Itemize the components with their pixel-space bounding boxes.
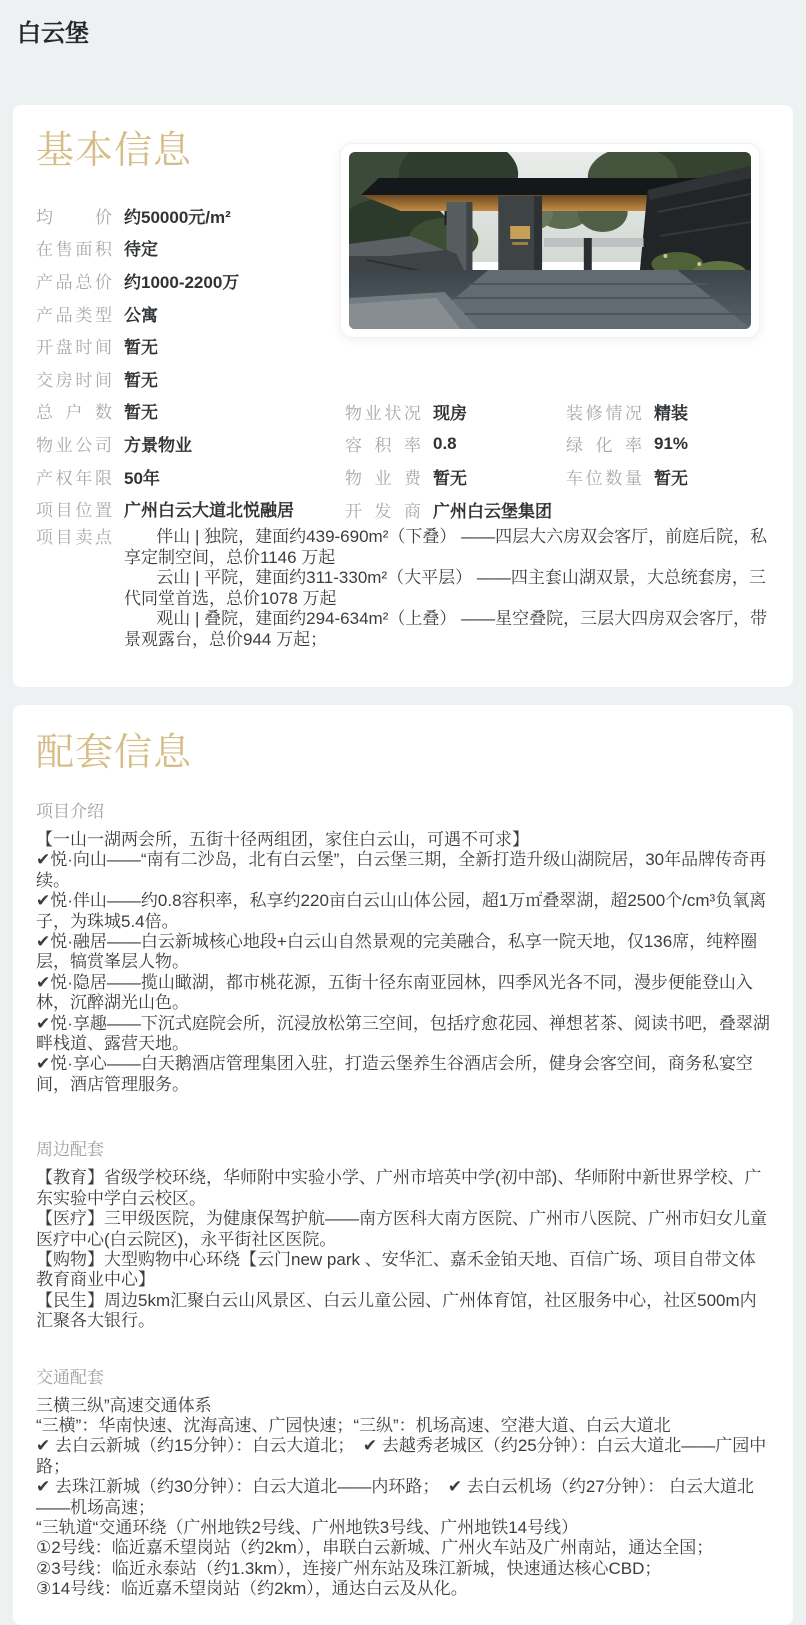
paragraph: ✔悦·隐居——揽山瞰湖，都市桃花源，五街十径东南亚园林，四季风光各不同，漫步便能登山入林，沉醉湖光山色。 [36, 972, 753, 1013]
kv-row-location [36, 492, 336, 525]
section-title-transport: 交通配套 [36, 1367, 104, 1387]
paragraph: 【一山一湖两会所，五街十径两组团，家住白云山，可遇不可求】 [36, 830, 529, 849]
surrounding-paragraphs [36, 1168, 772, 1331]
kv-label: 产权年限 [36, 468, 112, 488]
selling-points-label: 项目卖点 [36, 528, 112, 547]
kv-value: 现房 [433, 403, 467, 423]
kv-label: 开盘时间 [36, 338, 112, 358]
kv-row-decoration [566, 395, 781, 428]
basic-info-middle-column [345, 395, 570, 525]
basic-info-right-column [566, 395, 781, 493]
kv-label: 容积率 [345, 436, 421, 456]
paragraph: 【教育】省级学校环绕，华师附中实验小学、广州市培英中学(初中部)、华师附中新世界学校、广东实验中学白云校区。 [36, 1168, 762, 1208]
selling-points-row [36, 527, 781, 650]
section-transport [36, 1368, 770, 1600]
amenity-info-heading: 配套信息 [36, 732, 193, 774]
basic-info-card [13, 105, 793, 687]
kv-value: 约1000-2200万 [124, 272, 240, 292]
kv-row-on-sale-area [36, 232, 336, 265]
selling-point-paragraph: 伴山 | 独院，建面约439-690m²（下叠） ——四层大六房双会客厅，前庭后院，私享定制空间，总价1146 万起 [124, 527, 768, 567]
paragraph: 【民生】周边5km汇聚白云山风景区、白云儿童公园、广州体育馆，社区服务中心，社区500m内汇聚各大银行。 [36, 1290, 757, 1331]
kv-label: 交房时间 [36, 370, 112, 390]
kv-row-opening-time [36, 329, 336, 362]
kv-row-tenure [36, 460, 336, 493]
section-title-project-intro: 项目介绍 [36, 802, 104, 821]
paragraph: ✔ 去珠江新城（约30分钟）：白云大道北——内环路； ✔ 去白云机场（约27分钟）： 白云大道北——机场高速； [36, 1477, 754, 1517]
amenity-info-card [13, 705, 793, 1625]
selling-point-paragraph: 观山 | 叠院，建面约294-634m²（上叠） ——星空叠院，三层大四房双会客厅，带景观露台，总价944 万起； [124, 609, 768, 649]
basic-info-heading: 基本信息 [36, 130, 193, 172]
kv-value: 0.8 [433, 433, 457, 453]
kv-label: 物业费 [345, 468, 421, 488]
kv-label: 车位数量 [566, 468, 642, 488]
kv-label: 项目位置 [36, 501, 112, 521]
paragraph: ③14号线：临近嘉禾望岗站（约2km），通达白云及从化。 [36, 1579, 468, 1599]
kv-value: 公寓 [124, 305, 158, 325]
kv-row-total-price [36, 264, 336, 297]
property-photo[interactable] [340, 143, 760, 338]
kv-label: 均价 [36, 207, 112, 227]
kv-row-developer [345, 493, 570, 526]
paragraph: ✔悦·融居——白云新城核心地段+白云山自然景观的完美融合，私享一院天地，仅136席，纯粹圈层，犒赏峯层人物。 [36, 932, 758, 972]
paragraph: ①2号线：临近嘉禾望岗站（约2km），串联白云新城、广州火车站及广州南站，通达全国； [36, 1538, 714, 1558]
kv-row-property-status [345, 395, 570, 428]
kv-value: 暂无 [654, 468, 688, 488]
kv-row-product-type [36, 297, 336, 330]
kv-value: 广州白云堡集团 [433, 501, 552, 521]
selling-points-body [124, 527, 781, 650]
section-surrounding [36, 1140, 770, 1331]
kv-row-property-company [36, 427, 336, 460]
kv-value: 暂无 [433, 468, 467, 488]
paragraph: 【医疗】三甲级医院，为健康保驾护航——南方医科大南方医院、广州市八医院、广州市妇女儿童医疗中心(白云院区)，永平街社区医院。 [36, 1209, 767, 1249]
paragraph: ✔悦·伴山——约0.8容积率，私享约220亩白云山山体公园，超1万㎡叠翠湖，超2500个/cm³负氧离子，为珠城5.4倍。 [36, 891, 767, 931]
kv-label: 在售面积 [36, 240, 112, 260]
kv-label: 物业公司 [36, 435, 112, 455]
paragraph: “三轨道“交通环绕（广州地铁2号线、广州地铁3号线、广州地铁14号线） [36, 1517, 579, 1537]
paragraph: ②3号线：临近永泰站（约1.3km），连接广州东站及珠江新城，快速通达核心CBD； [36, 1558, 662, 1578]
selling-point-paragraph: 云山 | 平院，建面约311-330m²（大平层） ——四主套山湖双景，大总统套房，三代同堂首选，总价1078 万起 [124, 568, 766, 608]
kv-value: 广州白云大道北悦融居 [124, 501, 294, 521]
kv-row-property-fee [345, 460, 570, 493]
kv-row-avg-price [36, 199, 336, 232]
kv-value: 暂无 [124, 403, 158, 423]
kv-row-delivery-time [36, 362, 336, 395]
paragraph: 三横三纵”高速交通体系 [36, 1395, 212, 1415]
page-title: 白云堡 [17, 20, 89, 47]
kv-row-total-households [36, 395, 336, 428]
kv-label: 产品类型 [36, 305, 112, 325]
section-title-surrounding: 周边配套 [36, 1140, 104, 1160]
kv-value: 91% [654, 433, 689, 453]
kv-label: 开发商 [345, 501, 421, 521]
section-project-intro [36, 802, 770, 1095]
kv-value: 约50000元/m² [124, 207, 231, 227]
kv-value: 暂无 [124, 338, 158, 358]
kv-label: 绿化率 [566, 436, 642, 456]
paragraph: ✔ 去白云新城（约15分钟）：白云大道北； ✔ 去越秀老城区（约25分钟）：白云大道北——广园中路； [36, 1436, 767, 1476]
paragraph: ✔悦·享趣——下沉式庭院会所，沉浸放松第三空间，包括疗愈花园、禅想茗茶、阅读书吧，叠翠湖畔栈道、露营天地。 [36, 1013, 770, 1054]
kv-label: 物业状况 [345, 403, 421, 423]
paragraph: “三横”：华南快速、沈海高速、广园快速；“三纵”：机场高速、空港大道、白云大道北 [36, 1415, 671, 1435]
paragraph: 【购物】大型购物中心环绕【云门new park 、安华汇、嘉禾金铂天地、百信广场、项目自带文体教育商业中心】 [36, 1249, 756, 1290]
transport-paragraphs [36, 1396, 772, 1600]
kv-row-parking-count [566, 460, 781, 493]
kv-row-greening-rate [566, 428, 781, 461]
kv-value: 精装 [654, 403, 688, 423]
paragraph: ✔悦·享心——白天鹅酒店管理集团入驻，打造云堡养生谷酒店会所，健身会客空间，商务私宴空间，酒店管理服务。 [36, 1054, 753, 1094]
kv-label: 装修情况 [566, 403, 642, 423]
kv-value: 暂无 [124, 370, 158, 390]
kv-row-plot-ratio [345, 428, 570, 461]
kv-value: 50年 [124, 468, 160, 488]
kv-value: 方景物业 [124, 435, 192, 455]
paragraph: ✔悦·向山——“南有二沙岛，北有白云堡”，白云堡三期，全新打造升级山湖院居，30年品牌传奇再续。 [36, 850, 767, 890]
kv-label: 总户数 [36, 403, 112, 423]
kv-value: 待定 [124, 240, 158, 260]
basic-info-left-column [36, 199, 336, 525]
kv-label: 产品总价 [36, 272, 112, 292]
project-intro-paragraphs [36, 830, 772, 1095]
property-photo-illustration [349, 152, 751, 329]
